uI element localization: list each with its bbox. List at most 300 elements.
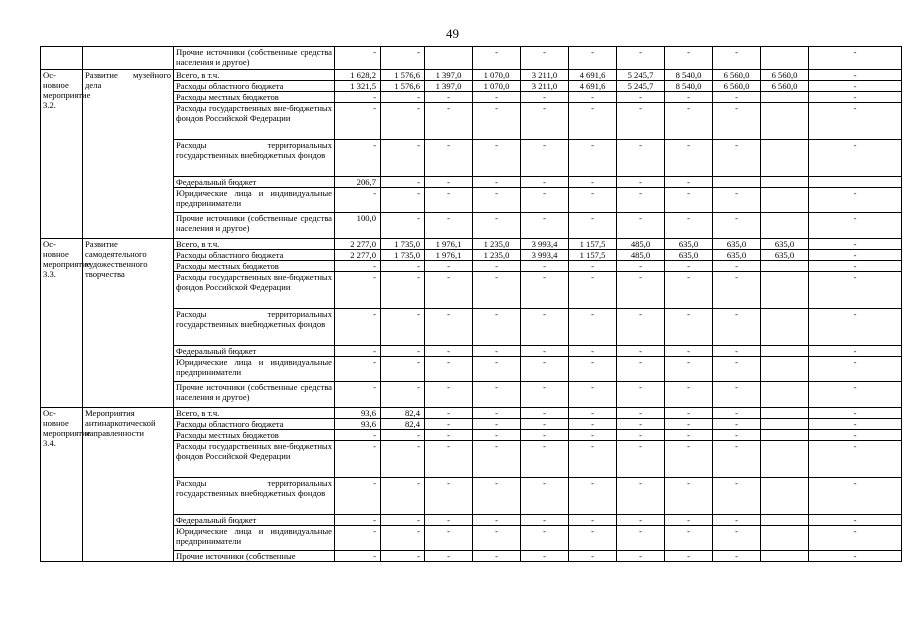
value-cell[interactable]: 2 277,0 (335, 239, 381, 250)
value-cell[interactable]: 635,0 (713, 250, 761, 261)
value-cell[interactable]: - (809, 47, 902, 70)
value-cell[interactable]: - (665, 430, 713, 441)
funding-source-cell: Расходы областного бюджета (174, 419, 335, 430)
value-cell[interactable]: - (665, 261, 713, 272)
funding-source-cell: Прочие источники (собственные средства населения и другое) (174, 382, 335, 408)
value-cell[interactable]: - (473, 346, 521, 357)
value-cell[interactable]: - (617, 261, 665, 272)
value-cell[interactable]: - (665, 382, 713, 408)
value-cell[interactable]: - (617, 526, 665, 551)
value-cell[interactable]: - (809, 70, 902, 81)
value-cell[interactable]: - (425, 551, 473, 562)
value-cell[interactable]: - (809, 140, 902, 177)
value-cell[interactable] (761, 382, 809, 408)
value-cell[interactable]: - (713, 309, 761, 346)
value-cell[interactable]: - (713, 103, 761, 140)
value-cell[interactable]: - (473, 382, 521, 408)
value-cell[interactable]: 485,0 (617, 250, 665, 261)
value-cell[interactable]: - (473, 515, 521, 526)
value-cell[interactable]: - (665, 92, 713, 103)
value-cell[interactable]: 1 976,1 (425, 250, 473, 261)
value-cell[interactable]: - (425, 419, 473, 430)
value-cell[interactable]: - (617, 515, 665, 526)
value-cell[interactable]: - (809, 357, 902, 382)
value-cell[interactable]: - (425, 382, 473, 408)
funding-source-cell: Юридические лица и индивидуальные предприниматели (174, 188, 335, 213)
value-cell[interactable] (809, 177, 902, 188)
value-cell[interactable]: - (381, 140, 425, 177)
value-cell[interactable]: - (521, 551, 569, 562)
measure-label-cell: Ос-новное мероприятие 3.2. (41, 70, 83, 239)
value-cell[interactable]: - (473, 309, 521, 346)
value-cell[interactable]: - (425, 92, 473, 103)
value-cell[interactable]: - (425, 441, 473, 478)
value-cell[interactable]: - (617, 177, 665, 188)
value-cell[interactable]: 635,0 (761, 239, 809, 250)
value-cell[interactable]: - (335, 309, 381, 346)
value-cell[interactable]: - (569, 408, 617, 419)
value-cell[interactable]: - (713, 188, 761, 213)
value-cell[interactable]: - (617, 478, 665, 515)
value-cell[interactable]: - (809, 430, 902, 441)
value-cell[interactable]: 1 397,0 (425, 70, 473, 81)
value-cell[interactable]: - (473, 103, 521, 140)
value-cell[interactable]: - (713, 515, 761, 526)
value-cell[interactable]: - (521, 430, 569, 441)
value-cell[interactable]: - (617, 357, 665, 382)
value-cell[interactable]: - (809, 272, 902, 309)
value-cell[interactable]: - (425, 357, 473, 382)
funding-source-cell: Федеральный бюджет (174, 515, 335, 526)
value-cell[interactable]: - (617, 103, 665, 140)
value-cell[interactable]: 6 560,0 (713, 70, 761, 81)
value-cell[interactable]: - (381, 188, 425, 213)
value-cell[interactable]: - (381, 515, 425, 526)
value-cell[interactable]: 6 560,0 (761, 81, 809, 92)
value-cell[interactable]: - (473, 261, 521, 272)
value-cell[interactable]: - (473, 419, 521, 430)
value-cell[interactable]: 82,4 (381, 408, 425, 419)
value-cell[interactable]: - (521, 478, 569, 515)
value-cell[interactable] (713, 177, 761, 188)
table-row (41, 47, 902, 70)
value-cell[interactable]: - (335, 382, 381, 408)
value-cell[interactable] (761, 92, 809, 103)
value-cell[interactable]: - (617, 92, 665, 103)
value-cell[interactable]: - (809, 346, 902, 357)
value-cell[interactable]: - (425, 261, 473, 272)
funding-source-cell: Федеральный бюджет (174, 177, 335, 188)
value-cell[interactable]: - (425, 515, 473, 526)
funding-source-cell: Юридические лица и индивидуальные предприниматели (174, 357, 335, 382)
value-cell[interactable]: - (665, 357, 713, 382)
value-cell[interactable]: - (381, 47, 425, 70)
value-cell[interactable]: - (809, 408, 902, 419)
value-cell[interactable]: - (521, 47, 569, 70)
value-cell[interactable]: - (381, 441, 425, 478)
value-cell[interactable]: - (665, 47, 713, 70)
value-cell[interactable]: - (335, 261, 381, 272)
value-cell[interactable]: - (473, 47, 521, 70)
value-cell[interactable]: - (521, 441, 569, 478)
value-cell[interactable]: 635,0 (665, 250, 713, 261)
value-cell[interactable]: - (809, 250, 902, 261)
value-cell[interactable] (761, 213, 809, 239)
value-cell[interactable]: - (521, 261, 569, 272)
value-cell[interactable]: 100,0 (335, 213, 381, 239)
value-cell[interactable]: - (521, 188, 569, 213)
value-cell[interactable]: - (425, 526, 473, 551)
value-cell[interactable]: - (569, 430, 617, 441)
value-cell[interactable]: - (569, 177, 617, 188)
value-cell[interactable] (761, 526, 809, 551)
value-cell[interactable]: 8 540,0 (665, 81, 713, 92)
value-cell[interactable] (761, 357, 809, 382)
value-cell[interactable]: - (381, 551, 425, 562)
value-cell[interactable]: - (809, 103, 902, 140)
value-cell[interactable]: - (569, 441, 617, 478)
table-row (41, 239, 902, 250)
value-cell[interactable]: - (335, 188, 381, 213)
value-cell[interactable] (761, 103, 809, 140)
value-cell[interactable]: - (713, 92, 761, 103)
value-cell[interactable]: - (521, 526, 569, 551)
value-cell[interactable]: 4 691,6 (569, 81, 617, 92)
value-cell[interactable]: - (809, 188, 902, 213)
value-cell[interactable]: 1 735,0 (381, 250, 425, 261)
table-row (41, 70, 902, 81)
value-cell[interactable]: - (473, 177, 521, 188)
value-cell[interactable]: - (569, 357, 617, 382)
value-cell[interactable]: - (335, 478, 381, 515)
value-cell[interactable]: - (665, 309, 713, 346)
value-cell[interactable]: - (335, 272, 381, 309)
value-cell[interactable]: - (473, 140, 521, 177)
value-cell[interactable]: - (521, 309, 569, 346)
value-cell[interactable] (425, 47, 473, 70)
value-cell[interactable]: - (521, 408, 569, 419)
value-cell[interactable]: 5 245,7 (617, 81, 665, 92)
value-cell[interactable]: - (809, 419, 902, 430)
measure-name-cell: Развитие самодеятельного художественного творчества (83, 239, 174, 408)
funding-source-cell: Расходы местных бюджетов (174, 430, 335, 441)
value-cell[interactable]: - (665, 419, 713, 430)
value-cell[interactable] (761, 346, 809, 357)
value-cell[interactable]: - (713, 551, 761, 562)
value-cell[interactable]: - (665, 441, 713, 478)
value-cell[interactable]: - (713, 408, 761, 419)
value-cell[interactable]: - (335, 526, 381, 551)
value-cell[interactable]: 82,4 (381, 419, 425, 430)
value-cell[interactable]: - (473, 213, 521, 239)
value-cell[interactable]: 1 321,5 (335, 81, 381, 92)
value-cell[interactable]: - (381, 272, 425, 309)
value-cell[interactable]: - (381, 309, 425, 346)
value-cell[interactable]: - (809, 478, 902, 515)
value-cell[interactable]: - (569, 419, 617, 430)
value-cell[interactable]: - (569, 272, 617, 309)
value-cell[interactable]: - (473, 441, 521, 478)
value-cell[interactable]: - (381, 261, 425, 272)
value-cell[interactable]: - (473, 92, 521, 103)
value-cell[interactable] (761, 515, 809, 526)
value-cell[interactable]: - (381, 382, 425, 408)
value-cell[interactable]: - (473, 478, 521, 515)
value-cell[interactable]: - (521, 346, 569, 357)
value-cell[interactable]: - (713, 261, 761, 272)
value-cell[interactable]: 1 235,0 (473, 239, 521, 250)
value-cell[interactable]: - (381, 213, 425, 239)
value-cell[interactable]: 635,0 (665, 239, 713, 250)
value-cell[interactable]: - (617, 309, 665, 346)
funding-source-cell: Расходы областного бюджета (174, 81, 335, 92)
value-cell[interactable]: - (713, 47, 761, 70)
value-cell[interactable]: - (425, 430, 473, 441)
value-cell[interactable]: - (569, 551, 617, 562)
value-cell[interactable]: 635,0 (713, 239, 761, 250)
value-cell[interactable]: - (617, 188, 665, 213)
value-cell[interactable]: - (425, 408, 473, 419)
value-cell[interactable]: - (713, 430, 761, 441)
value-cell[interactable]: 1 576,6 (381, 81, 425, 92)
value-cell[interactable]: - (335, 346, 381, 357)
value-cell[interactable]: - (809, 239, 902, 250)
value-cell[interactable]: - (713, 140, 761, 177)
value-cell[interactable]: - (569, 382, 617, 408)
value-cell[interactable]: 6 560,0 (713, 81, 761, 92)
value-cell[interactable]: - (335, 103, 381, 140)
value-cell[interactable]: - (617, 382, 665, 408)
value-cell[interactable]: - (569, 478, 617, 515)
funding-source-cell: Расходы местных бюджетов (174, 261, 335, 272)
value-cell[interactable]: - (617, 430, 665, 441)
value-cell[interactable]: - (713, 382, 761, 408)
funding-source-cell: Прочие источники (собственные средства населения и другое) (174, 213, 335, 239)
value-cell[interactable]: - (381, 478, 425, 515)
value-cell[interactable]: - (473, 551, 521, 562)
value-cell[interactable]: - (335, 551, 381, 562)
value-cell[interactable] (761, 47, 809, 70)
measure-name-cell: Развитие музейного дела (83, 70, 174, 239)
value-cell[interactable]: - (665, 188, 713, 213)
value-cell[interactable]: - (569, 47, 617, 70)
value-cell[interactable]: - (425, 346, 473, 357)
funding-source-cell: Расходы местных бюджетов (174, 92, 335, 103)
value-cell[interactable]: - (713, 346, 761, 357)
value-cell[interactable]: 2 277,0 (335, 250, 381, 261)
funding-source-cell: Всего, в т.ч. (174, 239, 335, 250)
value-cell[interactable]: - (381, 430, 425, 441)
value-cell[interactable]: - (521, 103, 569, 140)
value-cell[interactable]: - (569, 188, 617, 213)
value-cell[interactable]: - (809, 382, 902, 408)
value-cell[interactable]: 485,0 (617, 239, 665, 250)
value-cell[interactable]: - (665, 140, 713, 177)
value-cell[interactable]: - (521, 357, 569, 382)
value-cell[interactable]: - (713, 526, 761, 551)
page-number: 49 (446, 26, 459, 41)
value-cell[interactable]: - (617, 408, 665, 419)
value-cell[interactable]: - (521, 92, 569, 103)
value-cell[interactable]: - (617, 47, 665, 70)
value-cell[interactable]: 3 993,4 (521, 250, 569, 261)
value-cell[interactable]: 3 211,0 (521, 70, 569, 81)
value-cell[interactable]: - (665, 177, 713, 188)
value-cell[interactable] (761, 309, 809, 346)
value-cell[interactable]: - (473, 408, 521, 419)
value-cell[interactable]: - (335, 441, 381, 478)
value-cell[interactable] (761, 551, 809, 562)
value-cell[interactable] (761, 408, 809, 419)
value-cell[interactable]: - (473, 357, 521, 382)
value-cell[interactable]: - (381, 357, 425, 382)
value-cell[interactable]: 1 976,1 (425, 239, 473, 250)
value-cell[interactable]: - (569, 92, 617, 103)
value-cell[interactable]: - (665, 408, 713, 419)
value-cell[interactable]: - (713, 441, 761, 478)
value-cell[interactable]: - (809, 261, 902, 272)
value-cell[interactable]: - (665, 346, 713, 357)
value-cell[interactable]: - (809, 441, 902, 478)
value-cell[interactable]: - (473, 430, 521, 441)
value-cell[interactable]: - (335, 430, 381, 441)
value-cell[interactable]: 8 540,0 (665, 70, 713, 81)
measure-name-cell: Мероприятия антинаркотической направленности (83, 408, 174, 562)
value-cell[interactable]: - (335, 47, 381, 70)
value-cell[interactable] (761, 261, 809, 272)
funding-source-cell: Федеральный бюджет (174, 346, 335, 357)
value-cell[interactable]: 1 735,0 (381, 239, 425, 250)
value-cell[interactable] (761, 478, 809, 515)
value-cell[interactable]: - (569, 261, 617, 272)
value-cell[interactable]: - (425, 177, 473, 188)
value-cell[interactable]: 5 245,7 (617, 70, 665, 81)
value-cell[interactable]: - (809, 309, 902, 346)
value-cell[interactable] (761, 419, 809, 430)
value-cell[interactable]: 93,6 (335, 408, 381, 419)
value-cell[interactable]: 206,7 (335, 177, 381, 188)
value-cell[interactable]: - (425, 272, 473, 309)
value-cell[interactable]: - (521, 515, 569, 526)
value-cell[interactable]: - (521, 213, 569, 239)
value-cell[interactable]: 1 628,2 (335, 70, 381, 81)
value-cell[interactable]: - (425, 188, 473, 213)
value-cell[interactable]: 3 993,4 (521, 239, 569, 250)
value-cell[interactable]: - (665, 272, 713, 309)
value-cell[interactable]: - (425, 213, 473, 239)
value-cell[interactable] (761, 430, 809, 441)
value-cell[interactable]: 1 397,0 (425, 81, 473, 92)
value-cell[interactable]: - (569, 346, 617, 357)
value-cell[interactable]: - (521, 382, 569, 408)
value-cell[interactable]: - (473, 188, 521, 213)
value-cell[interactable]: - (665, 213, 713, 239)
value-cell[interactable]: 1 157,5 (569, 239, 617, 250)
budget-table-body (41, 47, 902, 562)
funding-source-cell: Расходы государственных вне-бюджетных фондов Российской Федерации (174, 103, 335, 140)
value-cell[interactable]: - (335, 140, 381, 177)
value-cell[interactable]: - (335, 92, 381, 103)
value-cell[interactable]: - (569, 515, 617, 526)
value-cell[interactable]: - (521, 177, 569, 188)
value-cell[interactable]: 1 235,0 (473, 250, 521, 261)
value-cell[interactable]: - (617, 272, 665, 309)
value-cell[interactable]: 1 576,6 (381, 70, 425, 81)
value-cell[interactable]: - (665, 551, 713, 562)
value-cell[interactable] (761, 441, 809, 478)
value-cell[interactable]: - (521, 419, 569, 430)
value-cell[interactable]: - (809, 81, 902, 92)
value-cell[interactable]: 4 691,6 (569, 70, 617, 81)
value-cell[interactable]: - (713, 478, 761, 515)
value-cell[interactable]: - (665, 103, 713, 140)
value-cell[interactable]: - (569, 526, 617, 551)
value-cell[interactable]: - (809, 551, 902, 562)
value-cell[interactable]: - (425, 478, 473, 515)
value-cell[interactable]: - (335, 357, 381, 382)
value-cell[interactable] (761, 188, 809, 213)
value-cell[interactable]: - (617, 441, 665, 478)
value-cell[interactable]: 1 070,0 (473, 70, 521, 81)
value-cell[interactable]: - (713, 272, 761, 309)
value-cell[interactable]: - (381, 103, 425, 140)
value-cell[interactable]: - (809, 515, 902, 526)
value-cell[interactable]: - (809, 526, 902, 551)
value-cell[interactable]: 635,0 (761, 250, 809, 261)
value-cell[interactable]: - (381, 346, 425, 357)
value-cell[interactable]: - (665, 478, 713, 515)
value-cell[interactable]: - (381, 526, 425, 551)
value-cell[interactable]: - (713, 357, 761, 382)
funding-source-cell: Расходы территориальных государственных внебюджетных фондов (174, 478, 335, 515)
value-cell[interactable]: - (569, 103, 617, 140)
value-cell[interactable]: - (713, 213, 761, 239)
value-cell[interactable]: - (617, 419, 665, 430)
value-cell[interactable]: - (473, 272, 521, 309)
value-cell[interactable]: - (381, 92, 425, 103)
value-cell[interactable]: - (569, 140, 617, 177)
value-cell[interactable]: - (425, 103, 473, 140)
value-cell[interactable] (761, 140, 809, 177)
value-cell[interactable]: - (569, 309, 617, 346)
value-cell[interactable]: - (335, 515, 381, 526)
value-cell[interactable]: - (381, 177, 425, 188)
value-cell[interactable]: - (617, 140, 665, 177)
value-cell[interactable]: - (809, 92, 902, 103)
value-cell[interactable] (761, 177, 809, 188)
value-cell[interactable]: 3 211,0 (521, 81, 569, 92)
value-cell[interactable]: - (617, 346, 665, 357)
value-cell[interactable]: - (617, 213, 665, 239)
value-cell[interactable]: - (521, 140, 569, 177)
value-cell[interactable]: - (809, 213, 902, 239)
value-cell[interactable]: - (473, 526, 521, 551)
value-cell[interactable]: - (713, 419, 761, 430)
value-cell[interactable]: 1 157,5 (569, 250, 617, 261)
value-cell[interactable]: - (569, 213, 617, 239)
value-cell[interactable]: - (425, 309, 473, 346)
value-cell[interactable]: - (521, 272, 569, 309)
value-cell[interactable]: 93,6 (335, 419, 381, 430)
funding-source-cell: Всего, в т.ч. (174, 408, 335, 419)
value-cell[interactable]: - (425, 140, 473, 177)
value-cell[interactable]: - (617, 551, 665, 562)
value-cell[interactable] (761, 272, 809, 309)
value-cell[interactable]: - (665, 526, 713, 551)
value-cell[interactable]: - (665, 515, 713, 526)
value-cell[interactable]: 6 560,0 (761, 70, 809, 81)
value-cell[interactable]: 1 070,0 (473, 81, 521, 92)
